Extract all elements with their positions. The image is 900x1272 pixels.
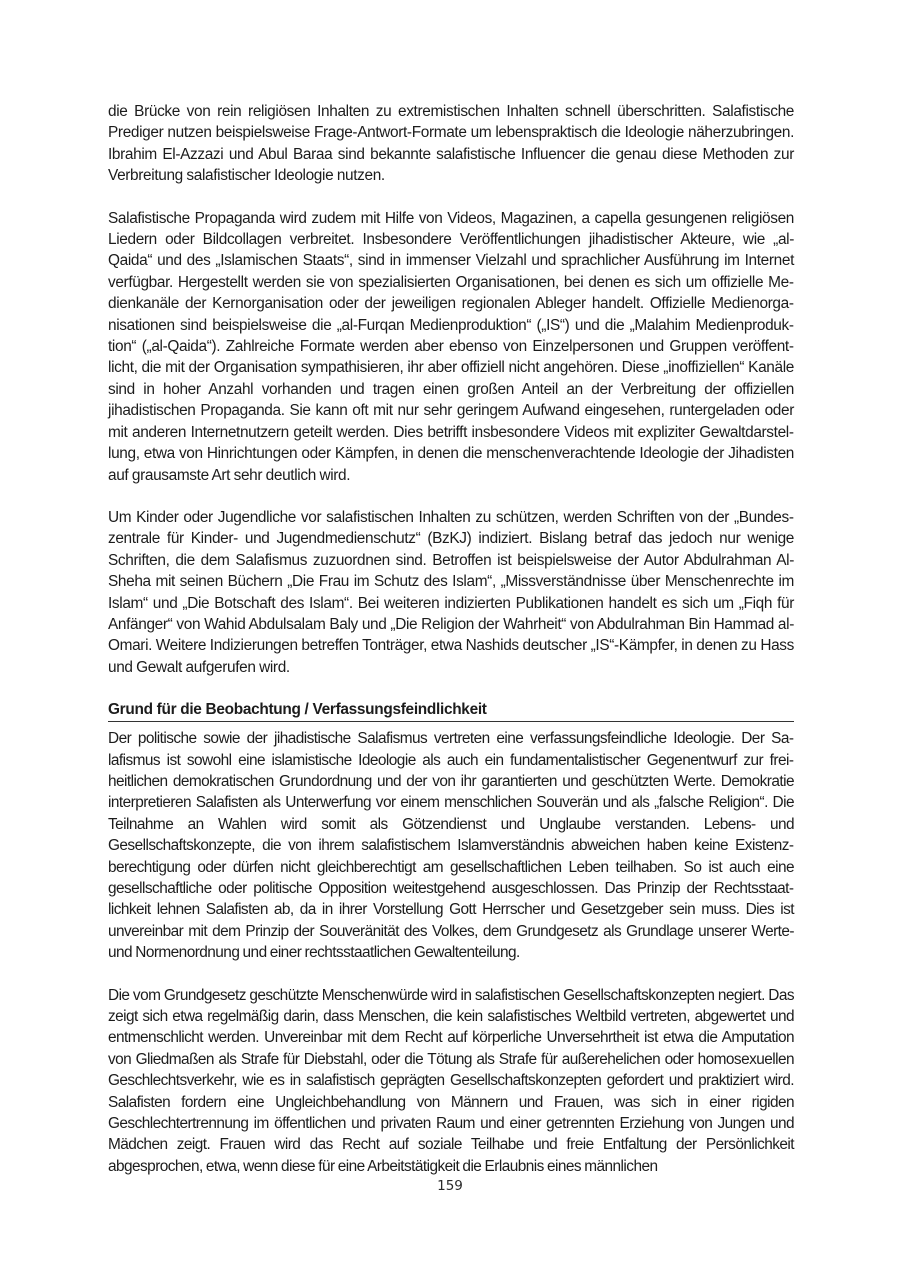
section-heading: Grund für die Beobachtung / Verfassungsfeindlichkeit — [108, 699, 794, 722]
document-body — [108, 101, 794, 1198]
paragraph-youth-protection: Um Kinder oder Jugendliche vor salafistischen Inhalten zu schützen, werden Schriften von der „Bundeszentrale für Kinder- und Jugendmedienschutz“ (BzKJ) indiziert. Bislang betraf das jedoch nur wenige Schriften, die dem Salafismus zuzuordnen sind. Betroffen ist beispielsweise der Autor Abdulrahman Al-Sheha mit seinen Büchern „Die Frau im Schutz des Islam“, „Missverständnisse über Menschenrechte im Islam“ und „Die Botschaft des Islam“. Bei weiteren indizierten Publikationen handelt es sich um „Fiqh für Anfänger“ von Wahid Abdulsalam Baly und „Die Religion der Wahrheit“ von Abdulrahman Bin Hammad al-Omari. Weitere Indizierungen betreffen Tonträger, etwa Nashids deutscher „IS“-Kämpfer, in denen zu Hass und Gewalt aufgerufen wird. — [108, 508, 794, 676]
paragraph-propaganda-media: Salafistische Propaganda wird zudem mit Hilfe von Videos, Magazinen, a capella gesungenen religiösen Liedern oder Bildcollagen verbreitet. Insbesondere Veröffentlichungen jihadistischer Akteure, wie „al-Qaida“ und des „Islamischen Staats“, sind in immenser Vielzahl und sprachlicher Ausführung im Internet verfügbar. Hergestellt werden sie von spezialisierten Organisationen, bei denen es sich um offizielle Medienkanäle der Kernorganisation oder der jeweiligen regionalen Ableger handelt. Offizielle Medienorganisationen sind beispielsweise die „al-Furqan Medienproduktion“ („IS“) und die „Malahim Medienproduktion“ („al-Qaida“). Zahlreiche Formate werden aber ebenso von Einzelpersonen und Gruppen veröffentlicht, die mit der Organisation sympathisieren, ihr aber offiziell nicht angehören. Diese „inoffiziellen“ Kanäle sind in hoher Anzahl vorhanden und tragen einen großen Anteil an der Verbreitung der offiziellen jihadistischen Propaganda. Sie kann oft mit nur sehr geringem Aufwand eingesehen, runtergeladen oder mit anderen Internetnutzern geteilt werden. Dies betrifft insbesondere Videos mit expliziter Gewaltdarstellung, etwa von Hinrichtungen oder Kämpfen, in denen die menschenverachtende Ideologie der Jihadisten auf grausamste Art sehr deutlich wird. — [108, 209, 794, 484]
paragraph-unconstitutional-ideology: Der politische sowie der jihadistische Salafismus vertreten eine verfassungsfeindliche Ideologie. Der Salafismus ist sowohl eine islamistische Ideologie als auch ein fundamentalistischer Gegenentwurf zur freiheitlichen demokratischen Grundordnung und der von ihr garantierten und geschützten Werte. Demokratie interpretieren Salafisten als Unterwerfung vor einem menschlichen Souverän und als „falsche Religion“. Die Teilnahme an Wahlen wird somit als Götzendienst und Unglaube verstanden. Lebens- und Gesellschaftskonzepte, die von ihrem salafistischem Islamverständnis abweichen haben keine Existenzberechtigung oder dürfen nicht gleichberechtigt am gesellschaftlichen Leben teilhaben. So ist auch eine gesellschaftliche oder politische Opposition weitestgehend ausgeschlossen. Das Prinzip der Rechtsstaatlichkeit lehnen Salafisten ab, da in ihrer Vorstellung Gott Herrscher und Gesetzgeber sein muss. Dies ist unvereinbar mit dem Prinzip der Souveränität des Volkes, dem Grundgesetz als Grundlage unserer Werte- und Normenordnung und einer rechtsstaatlichen Gewaltenteilung. — [108, 730, 794, 962]
paragraph-propaganda-formats: die Brücke von rein religiösen Inhalten zu extremistischen Inhalten schnell überschritten. Salafistische Prediger nutzen beispielsweise Frage-Antwort-Formate um lebenspraktisch die Ideologie näherzubringen. Ibrahim El-Azzazi und Abul Baraa sind bekannte salafistische Influencer die genau diese Methoden zur Verbreitung salafistischer Ideologie nutzen. — [108, 103, 794, 185]
page-number: 159 — [437, 1178, 463, 1194]
paragraph-human-dignity: Die vom Grundgesetz geschützte Menschenwürde wird in salafistischen Gesellschaftskonzepten negiert. Das zeigt sich etwa regelmäßig darin, dass Menschen, die kein salafistisches Weltbild vertreten, abgewertet und entmenschlicht werden. Unvereinbar mit dem Recht auf körperliche Unversehrtheit ist etwa die Amputation von Gliedmaßen als Strafe für Diebstahl, oder die Tötung als Strafe für außerehelichen oder homosexuellen Geschlechtsverkehr, wie es in salafistisch geprägten Gesellschaftskonzepten gefordert und praktiziert wird. Salafisten fordern eine Ungleichbehandlung von Männern und Frauen, was sich in einer rigiden Geschlechtertrennung im öffentlichen und privaten Raum und einer getrennten Erziehung von Jungen und Mädchen zeigt. Frauen wird das Recht auf soziale Teilhabe und freie Entfaltung der Persönlichkeit abgesprochen, etwa, wenn diese für eine Arbeitstätigkeit die Erlaubnis eines männlichen — [108, 986, 794, 1175]
